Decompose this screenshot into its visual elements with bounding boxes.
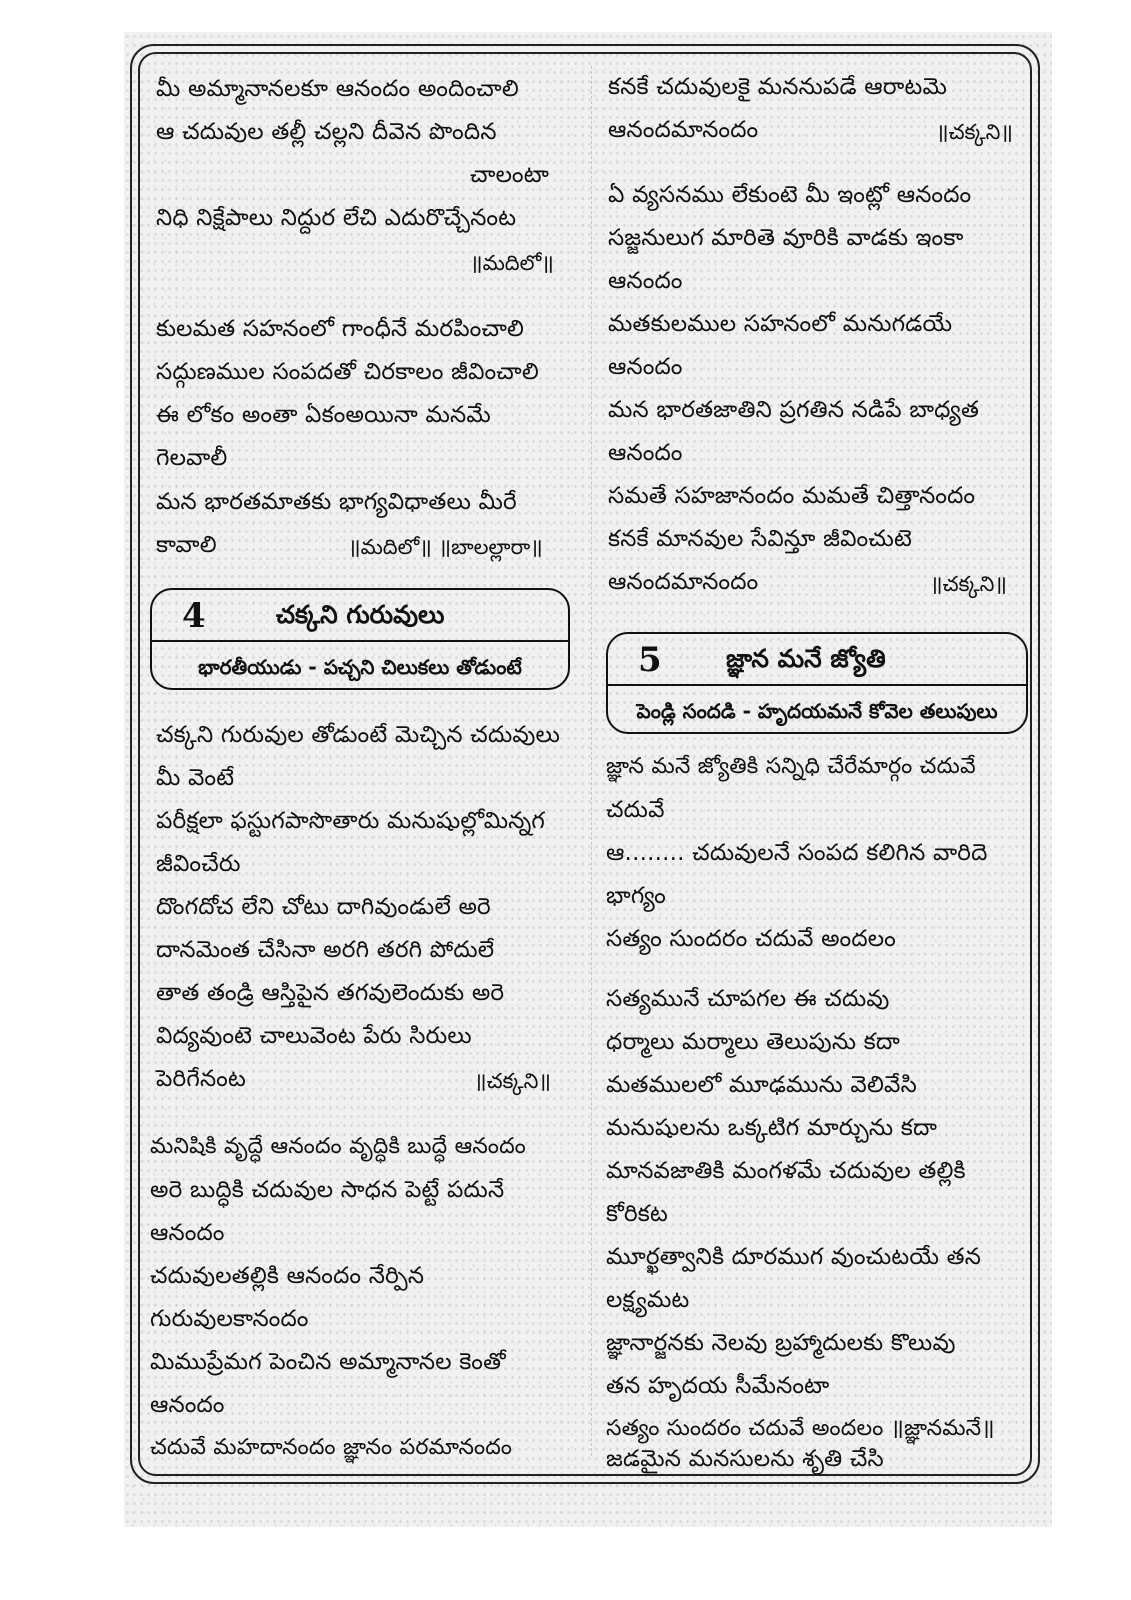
- song-4-subtitle: భారతీయుడు - పచ్చని చిలుకలు తోడుంటే: [152, 640, 568, 692]
- lyric-line: చదువే మహదానందం జ్ఞానం పరమానందం: [150, 1435, 513, 1460]
- lyric-line: కావాలి: [156, 532, 217, 558]
- refrain-marker: ॥చక్కని॥: [930, 572, 1007, 596]
- lyric-line: కనకే మానవుల సేవిన్తూ జీవించుటె: [608, 526, 912, 552]
- lyric-line: చాలంటా: [470, 162, 550, 188]
- lyric-line: మీ అమ్మానానలకూ ఆనందం అందించాలి: [156, 76, 519, 102]
- column-divider: [591, 66, 592, 1456]
- lyric-line: మూర్ఖత్వానికి దూరముగ వుంచుటయే తన: [606, 1244, 982, 1270]
- song-5-title: జ్ఞాన మనే జ్యోతి: [726, 644, 886, 673]
- lyric-line: విద్యవుంటె చాలువెంట పేరు సిరులు: [156, 1023, 472, 1049]
- song-5-subtitle: పెండ్లి సందడి - హృదయమనే కోవెల తలుపులు: [608, 684, 1026, 736]
- lyric-line: ఆనందమానందం: [608, 569, 759, 595]
- lyric-line: సత్యం సుందరం చదువే అందలం ॥జ్ఞానమనే॥: [606, 1416, 995, 1441]
- lyric-line: జ్ఞానార్జనకు నెలవు బ్రహ్మాదులకు కొలువు: [606, 1330, 956, 1356]
- lyric-line: సత్యం సుందరం చదువే అందలం: [606, 926, 896, 952]
- song-4-title-row: [152, 590, 568, 640]
- lyric-line: భాగ్యం: [606, 883, 667, 909]
- lyric-line: సమతే సహజానందం మమతే చిత్తానందం: [608, 483, 976, 509]
- lyric-line: ఆనందం: [608, 354, 683, 380]
- lyric-line: పరీక్షలా ఫస్టుగపాసొతారు మనుషుల్లోమిన్నగ: [156, 808, 546, 834]
- song-5-number: 5: [638, 640, 662, 680]
- lyric-line: జడమైన మనసులను శృతి చేసి: [606, 1446, 884, 1472]
- song-4-header: [150, 588, 570, 690]
- lyric-line: మనుషులను ఒక్కటిగ మార్చును కదా: [606, 1115, 938, 1141]
- lyric-line: గెలవాలీ: [156, 445, 228, 471]
- lyric-line: జీవించేరు: [156, 851, 241, 877]
- lyric-line: సజ్జనులుగ మారితె వూరికి వాడకు ఇంకా: [608, 225, 964, 251]
- lyric-line: చదువే: [606, 797, 665, 823]
- lyric-line: గురువులకానందం: [150, 1306, 309, 1332]
- song-4-number: 4: [182, 596, 206, 636]
- lyric-line: ఆనందం: [608, 268, 683, 294]
- lyric-line: మన భారతజాతిని ప్రగతిన నడిపే బాధ్యత: [608, 397, 980, 423]
- refrain-marker: ॥మదిలో॥ ॥బాలల్లారా॥: [348, 535, 543, 559]
- lyric-line: జ్ఞాన మనే జ్యోతికి సన్నిధి చేరేమార్గం చదువే: [606, 754, 976, 779]
- song-4-title: చక్కని గురువులు: [276, 600, 445, 629]
- lyric-line: ధర్మాలు మర్మాలు తెలుపును కదా: [606, 1029, 900, 1055]
- lyric-line: మతకులముల సహనంలో మనుగడయే: [608, 311, 953, 337]
- lyric-line: మనిషికి వృద్ధే ఆనందం వృద్ధికి బుద్ధే ఆనందం: [150, 1134, 527, 1159]
- lyric-line: సద్గుణముల సంపదతో చిరకాలం జీవించాలి: [156, 359, 539, 385]
- lyric-line: ఆనందమానందం: [608, 117, 759, 143]
- lyric-line: ఆ చదువుల తల్లీ చల్లని దీవెన పొందిన: [156, 119, 497, 145]
- lyric-line: ఆ........ చదువులనే సంపద కలిగిన వారిదె: [606, 840, 988, 866]
- lyric-line: కనకే చదువులకై మననుపడే ఆరాటమె: [608, 74, 947, 100]
- refrain-marker: ॥చక్కని॥: [936, 120, 1013, 144]
- lyric-line: కోరికట: [606, 1201, 668, 1227]
- lyric-line: మిముప్రేమగ పెంచిన అమ్మానానల కెంతో: [150, 1349, 506, 1375]
- song-5-title-row: [608, 634, 1026, 684]
- lyric-line: దానమెంత చేసినా అరగి తరగి పోదులే: [156, 937, 495, 963]
- lyric-line: చదువులతల్లికి ఆనందం నేర్పిన: [150, 1263, 425, 1289]
- refrain-marker: ॥చక్కని॥: [474, 1069, 551, 1093]
- lyric-line: ఆనందం: [608, 440, 683, 466]
- lyric-line: లక్ష్యమట: [606, 1287, 690, 1313]
- lyric-line: ఆనందం: [150, 1392, 225, 1418]
- refrain-marker: ॥మదిలో॥: [470, 251, 554, 275]
- lyric-line: మీ వెంటే: [156, 765, 235, 791]
- lyric-line: మతములలో మూఢమును వెలివేసి: [606, 1072, 917, 1098]
- lyric-line: మానవజాతికి మంగళమే చదువుల తల్లికి: [606, 1158, 966, 1184]
- lyric-line: మన భారతమాతకు భాగ్యవిధాతలు మీరే: [156, 489, 517, 515]
- lyric-line: ఈ లోకం అంతా ఏకంఅయినా మనమే: [156, 402, 491, 428]
- lyric-line: సత్యమునే చూపగల ఈ చదువు: [606, 986, 890, 1012]
- lyric-line: నిధి నిక్షేపాలు నిద్దుర లేచి ఎదురొచ్చేనంట: [156, 205, 517, 231]
- lyric-line: అరె బుద్ధికి చదువుల సాధన పెట్టే పదునే: [150, 1177, 505, 1203]
- song-5-header: [606, 632, 1028, 734]
- lyric-line: చక్కని గురువుల తోడుంటే మెచ్చిన చదువులు: [156, 722, 560, 748]
- lyric-line: ఏ వ్యసనము లేకుంటె మీ ఇంట్లో ఆనందం: [608, 182, 972, 208]
- lyric-line: దొంగదోచ లేని చోటు దాగివుండులే అరె: [156, 894, 491, 920]
- lyric-line: తాత తండ్రి ఆస్తిపైన తగవులెందుకు అరె: [156, 980, 505, 1006]
- lyric-line: ఆనందం: [150, 1220, 225, 1246]
- lyric-line: కులమత సహనంలో గాంధీనే మరపించాలి: [156, 316, 525, 342]
- lyric-line: తన హృదయ సీమేనంటా: [606, 1373, 830, 1399]
- lyric-line: పెరిగేనంట: [156, 1066, 246, 1092]
